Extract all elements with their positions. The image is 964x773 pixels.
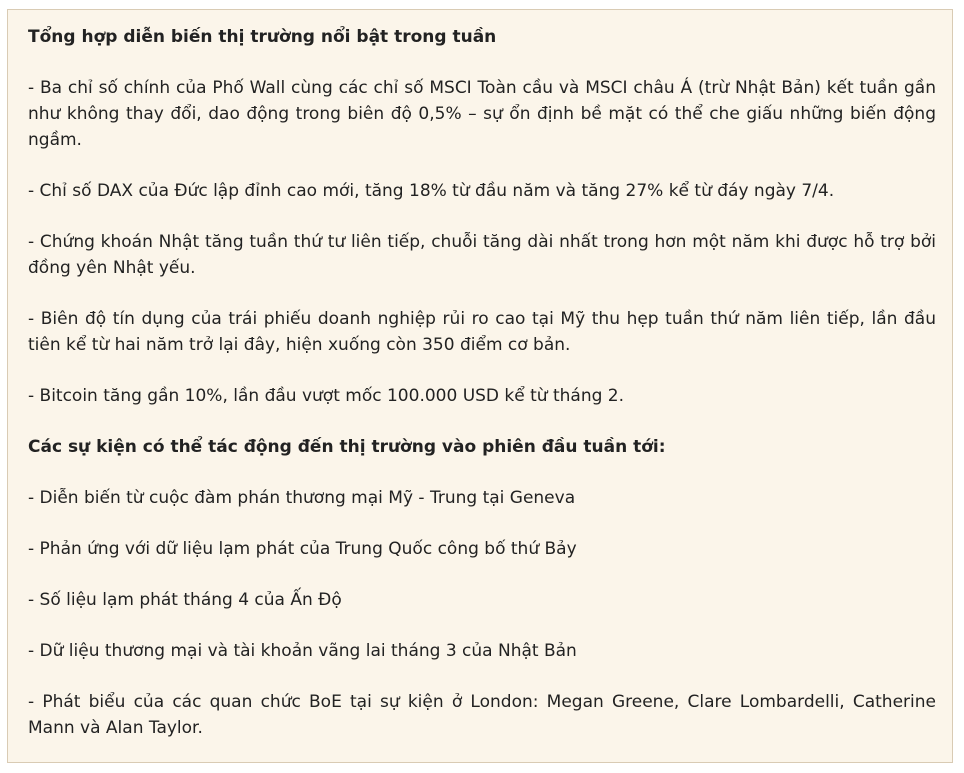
market-summary-box [7, 9, 953, 763]
event-item-india-inflation: - Số liệu lạm phát tháng 4 của Ấn Độ [28, 590, 342, 610]
event-item-trade-talks: - Diễn biến từ cuộc đàm phán thương mại Mỹ - Trung tại Geneva [28, 488, 576, 508]
summary-item-japan-stocks: - Chứng khoán Nhật tăng tuần thứ tư liên tiếp, chuỗi tăng dài nhất trong hơn một năm khi được hỗ trợ bởi đồng yên Nhật yếu. [28, 232, 936, 278]
summary-item-dax: - Chỉ số DAX của Đức lập đỉnh cao mới, tăng 18% từ đầu năm và tăng 27% kể từ đáy ngày 7/4. [28, 181, 835, 201]
summary-item-credit-spreads: - Biên độ tín dụng của trái phiếu doanh nghiệp rủi ro cao tại Mỹ thu hẹp tuần thứ năm liên tiếp, lần đầu tiên kể từ hai năm trở lại đây, hiện xuống còn 350 điểm cơ bản. [28, 309, 936, 355]
event-item-japan-trade: - Dữ liệu thương mại và tài khoản vãng lai tháng 3 của Nhật Bản [28, 641, 577, 661]
event-item-boe-speeches: - Phát biểu của các quan chức BoE tại sự kiện ở London: Megan Greene, Clare Lombardelli, Catherine Mann và Alan Taylor. [28, 692, 936, 738]
weekly-summary-heading: Tổng hợp diễn biến thị trường nổi bật trong tuần [28, 27, 497, 47]
upcoming-events-heading: Các sự kiện có thể tác động đến thị trường vào phiên đầu tuần tới: [28, 437, 666, 457]
summary-item-wall-street: - Ba chỉ số chính của Phố Wall cùng các chỉ số MSCI Toàn cầu và MSCI châu Á (trừ Nhật Bản) kết tuần gần như không thay đổi, dao động trong biên độ 0,5% – sự ổn định bề mặt có thể che giấu những biến động ngầm. [28, 78, 936, 150]
event-item-china-inflation: - Phản ứng với dữ liệu lạm phát của Trung Quốc công bố thứ Bảy [28, 539, 577, 559]
summary-item-bitcoin: - Bitcoin tăng gần 10%, lần đầu vượt mốc 100.000 USD kể từ tháng 2. [28, 386, 625, 406]
